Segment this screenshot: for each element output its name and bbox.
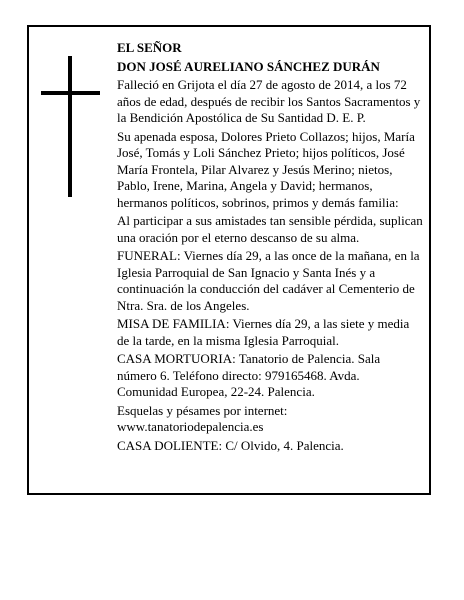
funeral-home-paragraph: CASA MORTUORIA: Tanatorio de Palencia. Sala número 6. Teléfono directo: 979165468. Avda. Comunidad Europea, 22-24. Palencia. [117,351,381,399]
funeral-paragraph: FUNERAL: Viernes día 29, a las once de la mañana, en la Iglesia Parroquial de San Ignacio y Santa Inés y a continuación la conducción del cadáver al Cementerio de Ntra. Sra. de los Angeles. [117,248,420,313]
internet-paragraph: Esquelas y pésames por internet: www.tanatoriodepalencia.es [117,402,288,434]
obituary-card [27,25,431,495]
death-paragraph: Falleció en Grijota el día 27 de agosto de 2014, a los 72 años de edad, después de recibir los Santos Sacramentos y la Bendición Apostólica de Su Santidad D. E. P. [117,77,421,125]
cross-icon-bar [41,91,100,95]
mourning-house-paragraph: CASA DOLIENTE: C/ Olvido, 4. Palencia. [117,437,344,453]
family-mass-paragraph: MISA DE FAMILIA: Viernes día 29, a las siete y media de la tarde, en la misma Iglesia Parroquial. [117,316,410,348]
request-paragraph: Al participar a sus amistades tan sensible pérdida, suplican una oración por el eterno descanso de su alma. [117,213,423,245]
family-paragraph: Su apenada esposa, Dolores Prieto Collazos; hijos, María José, Tomás y Loli Sánchez Prieto; hijos políticos, José María Frontela, Pilar Alvarez y Jesús Merino; nietos, Pablo, Irene, Marina, Angela y David; hermanos, hermanos políticos, sobrinos, primos y demás familia: [117,128,415,210]
obituary-text [117,40,423,456]
deceased-name: DON JOSÉ AURELIANO SÁNCHEZ DURÁN [117,58,380,74]
cross-icon [68,56,72,197]
header-line1: EL SEÑOR [117,40,182,55]
